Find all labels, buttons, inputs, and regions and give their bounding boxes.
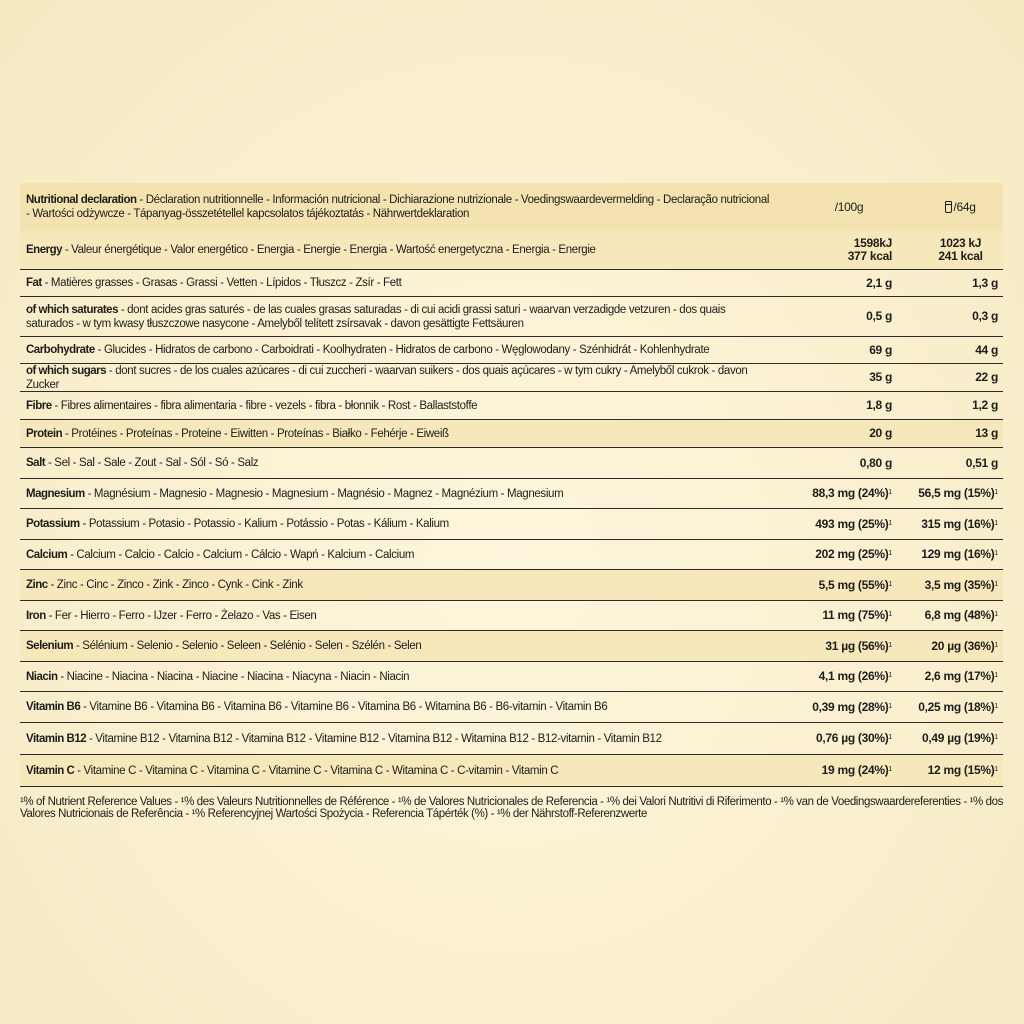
nutrient-name: Magnesium bbox=[26, 487, 85, 500]
energy-kj-100g: 1598kJ bbox=[853, 236, 892, 250]
footnote-marker: 1 bbox=[994, 766, 998, 773]
table-row bbox=[20, 231, 1003, 270]
nutrient-name: Niacin bbox=[26, 670, 58, 683]
value-text: 493 mg (25%) bbox=[815, 516, 889, 531]
table-row bbox=[20, 297, 1003, 337]
nutrient-translations: - dont acides gras saturés - de las cuales grasas saturadas - di cui acidi grassi saturi - waarvan verzadigde vetzuren - dos quais saturados - w tym kwasy tłuszczowe nasycone - Amelyből telített zsírsavak - davon gesättigte Fettsäuren bbox=[26, 303, 726, 330]
nutrient-translations: - Niacine - Niacina - Niacina - Niacine - Niacina - Niacyna - Niacin - Niacin bbox=[57, 670, 410, 683]
value-text: 0,76 µg (30%) bbox=[816, 731, 889, 745]
energy-kcal-100g: 377 kcal bbox=[847, 249, 892, 263]
nutrient-translations: - Zinc - Cinc - Zinco - Zink - Zinco - Cynk - Cink - Zink bbox=[47, 579, 303, 591]
value-per-serving bbox=[918, 764, 1003, 777]
value-text: 0,39 mg (28%) bbox=[812, 699, 889, 714]
nutrient-name: Carbohydrate bbox=[26, 344, 95, 356]
nutrient-translations: - Calcium - Calcio - Calcio - Calcium - Cálcio - Wapń - Kalcium - Calcium bbox=[67, 548, 415, 561]
nutrient-translations: - Magnésium - Magnesio - Magnesio - Magnesium - Magnésio - Magnez - Magnézium - Magnesium bbox=[84, 487, 564, 500]
header-title-cell bbox=[20, 193, 780, 221]
table-row bbox=[20, 601, 1003, 631]
value-per-serving: 0,51 g bbox=[965, 455, 998, 470]
value-per-serving: 0,3 g bbox=[972, 309, 998, 323]
nutrient-name: Fibre bbox=[26, 399, 52, 412]
value-text: 31 µg (56%) bbox=[825, 638, 889, 653]
value-text: 129 mg (16%) bbox=[921, 547, 995, 561]
table-row bbox=[20, 631, 1003, 662]
value-per-serving bbox=[918, 732, 1003, 745]
footnote-marker: 1 bbox=[994, 641, 998, 649]
table-row bbox=[20, 420, 1003, 448]
value-per-100g: 1,8 g bbox=[866, 398, 892, 412]
value-per-100g bbox=[780, 640, 918, 653]
value-per-100g bbox=[780, 670, 918, 683]
value-text: 20 µg (36%) bbox=[931, 638, 995, 653]
table-row bbox=[20, 479, 1003, 509]
value-per-100g: 69 g bbox=[869, 342, 892, 357]
value-per-serving bbox=[918, 701, 1003, 714]
value-per-100g bbox=[780, 701, 918, 714]
nutrient-name: of which saturates bbox=[26, 303, 118, 316]
footnote-marker: 1 bbox=[888, 702, 892, 710]
nutrient-name: Potassium bbox=[26, 518, 80, 530]
value-per-serving bbox=[918, 640, 1003, 653]
value-text: 3,5 mg (35%) bbox=[924, 577, 995, 592]
nutrient-translations: - Fer - Hierro - Ferro - IJzer - Ferro - Żelazo - Vas - Eisen bbox=[45, 609, 317, 622]
footnote-marker: 1 bbox=[994, 611, 998, 618]
nutrient-name: Zinc bbox=[26, 579, 48, 591]
table-row bbox=[20, 723, 1003, 755]
value-per-100g bbox=[780, 487, 918, 500]
footnote-marker: 1 bbox=[994, 580, 998, 588]
nutrient-name: Vitamin B6 bbox=[26, 701, 81, 713]
footnote-marker: 1 bbox=[994, 519, 998, 527]
shaker-icon bbox=[945, 201, 952, 213]
value-text: 315 mg (16%) bbox=[921, 516, 995, 531]
value-per-100g bbox=[780, 548, 918, 561]
table-row bbox=[20, 364, 1003, 392]
value-per-100g bbox=[780, 609, 918, 622]
nutrient-translations: - dont sucres - de los cuales azúcares - di cui zuccheri - waarvan suikers - dos quais açúcares - w tym cukry - Amelyből cukrok - davon Zucker bbox=[26, 364, 748, 391]
value-text: 56,5 mg (15%) bbox=[918, 486, 995, 500]
value-text: 5,5 mg (55%) bbox=[818, 577, 889, 592]
nutrient-name: Protein bbox=[26, 427, 63, 440]
nutrient-translations: - Sélénium - Selenio - Selenio - Seleen - Selénio - Selen - Szélén - Selen bbox=[73, 640, 422, 652]
value-per-100g: 20 g bbox=[869, 426, 892, 440]
nutrient-translations: - Vitamine B12 - Vitamina B12 - Vitamina B12 - Vitamine B12 - Vitamina B12 - Witamina B12 - B12-vitamin - Vitamin B12 bbox=[86, 732, 662, 745]
nutrient-translations: - Vitamine C - Vitamina C - Vitamina C - Vitamine C - Vitamina C - Witamina C - C-vitamin - Vitamin C bbox=[74, 764, 559, 777]
table-row bbox=[20, 755, 1003, 787]
value-per-serving: 1,3 g bbox=[972, 275, 998, 290]
value-per-serving bbox=[918, 609, 1003, 622]
nutrient-name: of which sugars bbox=[26, 364, 107, 377]
value-per-100g: 0,5 g bbox=[866, 309, 892, 323]
table-row bbox=[20, 509, 1003, 540]
nutrient-name: Energy bbox=[26, 244, 62, 256]
value-text: 2,6 mg (17%) bbox=[924, 669, 995, 683]
nutrient-translations: - Protéines - Proteínas - Proteine - Eiwitten - Proteínas - Białko - Fehérje - Eiweiß bbox=[62, 427, 449, 440]
table-row bbox=[20, 448, 1003, 479]
nutrient-name: Vitamin C bbox=[26, 764, 75, 777]
header-title: Nutritional declaration bbox=[26, 194, 137, 206]
nutrient-name: Vitamin B12 bbox=[26, 732, 87, 745]
footnote-marker: 1 bbox=[994, 550, 998, 557]
footnote-marker: 1 bbox=[888, 611, 892, 618]
value-per-100g: 35 g bbox=[869, 370, 892, 384]
per-100g-header: /100g bbox=[834, 199, 864, 214]
value-per-serving: 22 g bbox=[975, 370, 998, 384]
footnote-marker: 1 bbox=[994, 489, 998, 496]
value-text: 202 mg (25%) bbox=[815, 547, 889, 561]
value-per-100g: 0,80 g bbox=[859, 455, 892, 470]
value-per-serving: 1,2 g bbox=[972, 398, 998, 412]
nutrient-translations: - Fibres alimentaires - fibra alimentaria - fibre - vezels - fibra - błonnik - Rost - Ballaststoffe bbox=[51, 399, 478, 412]
value-per-serving bbox=[918, 518, 1003, 531]
value-per-100g bbox=[780, 518, 918, 531]
value-per-serving: 13 g bbox=[975, 426, 998, 440]
value-per-100g bbox=[780, 732, 918, 745]
nutrient-name: Calcium bbox=[26, 548, 68, 561]
nutrient-name: Selenium bbox=[26, 640, 74, 652]
value-text: 6,8 mg (48%) bbox=[924, 608, 995, 622]
nutrient-translations: - Potassium - Potasio - Potassio - Kalium - Potássio - Potas - Kálium - Kalium bbox=[79, 518, 449, 530]
nutrient-translations: - Matières grasses - Grasas - Grassi - Vetten - Lípidos - Tłuszcz - Zsír - Fett bbox=[41, 277, 402, 289]
table-row bbox=[20, 392, 1003, 420]
value-per-serving bbox=[918, 237, 1003, 263]
nutrient-translations: - Vitamine B6 - Vitamina B6 - Vitamina B6 - Vitamine B6 - Vitamina B6 - Witamina B6 - B6-vitamin - Vitamin B6 bbox=[80, 701, 608, 713]
footnote-marker: 1 bbox=[888, 580, 892, 588]
footnote-marker: 1 bbox=[888, 734, 892, 741]
value-text: 19 mg (24%) bbox=[821, 763, 889, 777]
header-translations: - Déclaration nutritionnelle - Información nutricional - Dichiarazione nutrizionale - Voedingswaardevermelding - Declaração nutricional - Wartości odżywcze - Tápanyag-összetétellel kapcsolatos tájékoztatás - Nährwertdeklaration bbox=[26, 194, 770, 220]
value-text: 0,49 µg (19%) bbox=[922, 731, 995, 745]
footnote-marker: 1 bbox=[888, 489, 892, 496]
footnote-marker: 1 bbox=[888, 641, 892, 649]
nutrient-translations: - Glucides - Hidratos de carbono - Carboidrati - Koolhydraten - Hidratos de carbono - Węglowodany - Szénhidrát - Kohlenhydrate bbox=[94, 344, 710, 356]
value-text: 11 mg (75%) bbox=[822, 608, 889, 622]
value-per-100g: 2,1 g bbox=[866, 275, 892, 290]
table-row bbox=[20, 692, 1003, 723]
footnote-marker: 1 bbox=[994, 672, 998, 679]
nutrient-name: Fat bbox=[26, 277, 42, 289]
energy-kcal-serving: 241 kcal bbox=[938, 249, 983, 263]
value-text: 4,1 mg (26%) bbox=[818, 669, 889, 683]
table-row bbox=[20, 270, 1003, 297]
footnote-marker: 1 bbox=[888, 672, 892, 679]
nutrition-table bbox=[20, 183, 1003, 787]
energy-kj-serving: 1023 kJ bbox=[939, 236, 982, 250]
value-text: 0,25 mg (18%) bbox=[918, 699, 995, 714]
value-per-100g bbox=[780, 764, 918, 777]
per-serving-header bbox=[918, 201, 1003, 214]
nutrient-name: Salt bbox=[26, 457, 46, 469]
table-row bbox=[20, 570, 1003, 601]
per-serving-label: /64g bbox=[953, 199, 976, 214]
value-per-100g bbox=[780, 579, 918, 592]
nutrient-translations: - Sel - Sal - Sale - Zout - Sal - Sól - Só - Salz bbox=[45, 457, 259, 469]
footnote-marker: 1 bbox=[888, 519, 892, 527]
table-row bbox=[20, 337, 1003, 364]
footnote-marker: 1 bbox=[994, 702, 998, 710]
value-per-100g bbox=[780, 237, 918, 263]
value-per-serving bbox=[918, 670, 1003, 683]
table-header bbox=[20, 183, 1003, 231]
nutrient-name: Iron bbox=[26, 609, 46, 622]
value-per-serving bbox=[918, 487, 1003, 500]
footnote-marker: 1 bbox=[888, 766, 892, 773]
nutrient-translations: - Valeur énergétique - Valor energético - Energia - Energie - Energia - Wartość energetyczna - Energia - Energie bbox=[62, 244, 596, 256]
table-row bbox=[20, 662, 1003, 692]
value-text: 12 mg (15%) bbox=[927, 763, 995, 777]
value-per-serving bbox=[918, 548, 1003, 561]
value-text: 88,3 mg (24%) bbox=[812, 486, 889, 500]
table-row bbox=[20, 540, 1003, 570]
value-per-serving bbox=[918, 579, 1003, 592]
reference-values-footnote: ¹% of Nutrient Reference Values - ¹% des Valeurs Nutritionnelles de Référence - ¹% de Valores Nutricionales de Referencia - ¹% dei Valori Nutritivi di Riferimento - ¹% van de Voedingswaardereferenties - ¹% dos Valores Nutricionais de Referência - ¹% Referencyjnej Wartości Spożycia - Referencia Tápérték (%) - ¹% der Nährstoff-Referenzwerte bbox=[20, 796, 1003, 820]
footnote-marker: 1 bbox=[994, 734, 998, 741]
value-per-serving: 44 g bbox=[975, 342, 998, 357]
footnote-marker: 1 bbox=[888, 550, 892, 557]
